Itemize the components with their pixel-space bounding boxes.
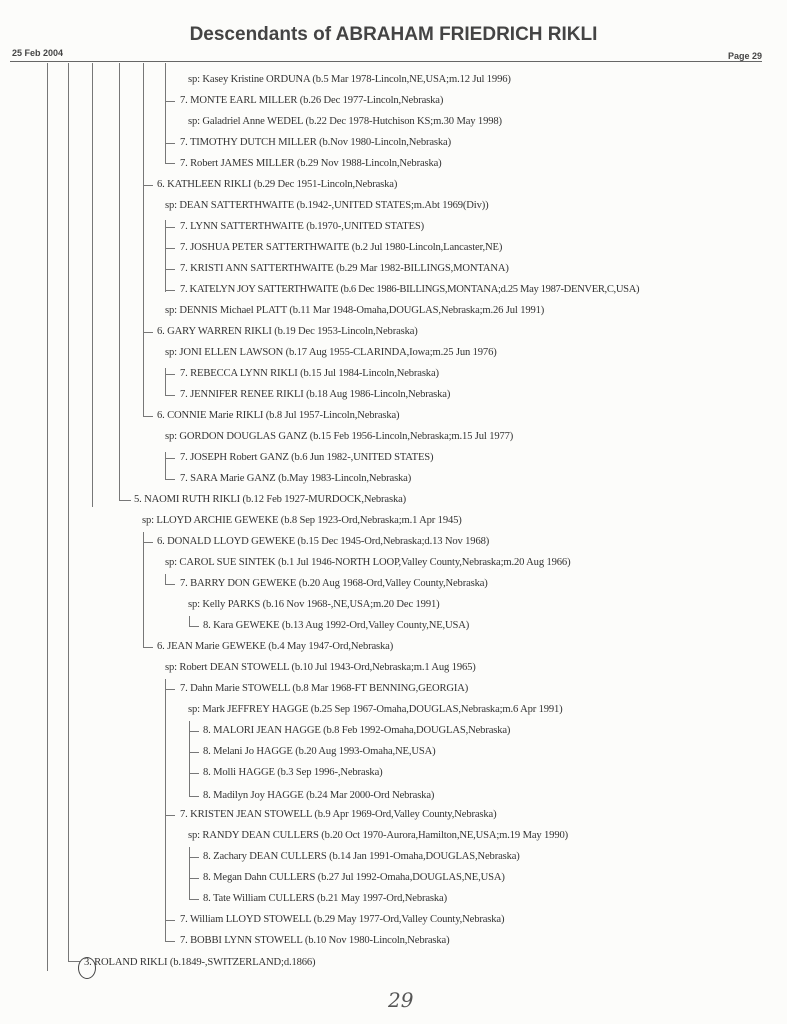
tree-connector xyxy=(143,63,144,417)
header-divider xyxy=(10,61,762,62)
tree-connector xyxy=(165,220,166,292)
list-item: 7. KATELYN JOY SATTERTHWAITE (b.6 Dec 1986-BILLINGS,MONTANA;d.25 May 1987-DENVER,C,USA) xyxy=(180,284,640,295)
list-item: 7. BARRY DON GEWEKE (b.20 Aug 1968-Ord,Valley County,Nebraska) xyxy=(180,578,488,589)
tree-connector xyxy=(189,847,190,900)
tree-connector xyxy=(165,920,175,921)
list-item: 7. TIMOTHY DUTCH MILLER (b.Nov 1980-Lincoln,Nebraska) xyxy=(180,137,451,148)
tree-connector xyxy=(165,479,175,480)
tree-connector xyxy=(165,290,175,291)
tree-connector xyxy=(189,731,199,732)
tree-connector xyxy=(165,679,166,942)
tree-connector xyxy=(189,626,199,627)
list-item: 7. SARA Marie GANZ (b.May 1983-Lincoln,Nebraska) xyxy=(180,473,412,484)
tree-connector xyxy=(92,63,93,507)
tree-connector xyxy=(165,143,175,144)
tree-connector xyxy=(165,374,175,375)
list-item: 3. ROLAND RIKLI (b.1849-,SWITZERLAND;d.1866) xyxy=(84,957,316,968)
tree-connector xyxy=(165,689,175,690)
list-item: 5. NAOMI RUTH RIKLI (b.12 Feb 1927-MURDOCK,Nebraska) xyxy=(134,494,407,505)
list-item: sp: DEAN SATTERTHWAITE (b.1942-,UNITED STATES;m.Abt 1969(Div)) xyxy=(165,200,489,211)
list-item: 8. Madilyn Joy HAGGE (b.24 Mar 2000-Ord Nebraska) xyxy=(203,790,435,801)
list-item: sp: Galadriel Anne WEDEL (b.22 Dec 1978-Hutchison KS;m.30 May 1998) xyxy=(188,116,502,127)
tree-connector xyxy=(189,899,199,900)
tree-connector xyxy=(165,227,175,228)
list-item: 7. KRISTI ANN SATTERTHWAITE (b.29 Mar 1982-BILLINGS,MONTANA) xyxy=(180,263,509,274)
list-item: sp: Kelly PARKS (b.16 Nov 1968-,NE,USA;m.20 Dec 1991) xyxy=(188,599,440,610)
tree-connector xyxy=(165,368,166,396)
list-item: 7. JOSEPH Robert GANZ (b.6 Jun 1982-,UNITED STATES) xyxy=(180,452,434,463)
list-item: sp: RANDY DEAN CULLERS (b.20 Oct 1970-Aurora,Hamilton,NE,USA;m.19 May 1990) xyxy=(188,830,568,841)
list-item: 6. CONNIE Marie RIKLI (b.8 Jul 1957-Lincoln,Nebraska) xyxy=(157,410,400,421)
tree-connector xyxy=(165,584,175,585)
list-item: 6. DONALD LLOYD GEWEKE (b.15 Dec 1945-Ord,Nebraska;d.13 Nov 1968) xyxy=(157,536,490,547)
tree-connector xyxy=(119,63,120,500)
list-item: 7. MONTE EARL MILLER (b.26 Dec 1977-Lincoln,Nebraska) xyxy=(180,95,444,106)
tree-connector xyxy=(165,452,166,480)
page-number: Page 29 xyxy=(727,51,762,61)
list-item: 7. William LLOYD STOWELL (b.29 May 1977-Ord,Valley County,Nebraska) xyxy=(180,914,505,925)
list-item: sp: JONI ELLEN LAWSON (b.17 Aug 1955-CLARINDA,Iowa;m.25 Jun 1976) xyxy=(165,347,497,358)
tree-connector xyxy=(165,269,175,270)
handwritten-circle-mark xyxy=(78,957,96,979)
list-item: sp: CAROL SUE SINTEK (b.1 Jul 1946-NORTH LOOP,Valley County,Nebraska;m.20 Aug 1966) xyxy=(165,557,571,568)
list-item: 8. Megan Dahn CULLERS (b.27 Jul 1992-Omaha,DOUGLAS,NE,USA) xyxy=(203,872,505,883)
tree-connector xyxy=(165,163,175,164)
list-item: 6. GARY WARREN RIKLI (b.19 Dec 1953-Lincoln,Nebraska) xyxy=(157,326,418,337)
tree-connector xyxy=(165,248,175,249)
list-item: sp: Robert DEAN STOWELL (b.10 Jul 1943-Ord,Nebraska;m.1 Aug 1965) xyxy=(165,662,476,673)
tree-connector xyxy=(189,752,199,753)
list-item: sp: DENNIS Michael PLATT (b.11 Mar 1948-Omaha,DOUGLAS,Nebraska;m.26 Jul 1991) xyxy=(165,305,545,316)
tree-connector xyxy=(165,63,166,163)
handwritten-page-number: 29 xyxy=(388,988,414,1012)
tree-connector xyxy=(119,500,131,501)
list-item: 7. REBECCA LYNN RIKLI (b.15 Jul 1984-Lincoln,Nebraska) xyxy=(180,368,439,379)
tree-connector xyxy=(143,647,153,648)
tree-connector xyxy=(68,63,69,961)
list-item: 7. Robert JAMES MILLER (b.29 Nov 1988-Lincoln,Nebraska) xyxy=(180,158,442,169)
tree-connector xyxy=(165,941,175,942)
list-item: sp: LLOYD ARCHIE GEWEKE (b.8 Sep 1923-Ord,Nebraska;m.1 Apr 1945) xyxy=(142,515,462,526)
report-date: 25 Feb 2004 xyxy=(12,48,64,58)
list-item: 7. KRISTEN JEAN STOWELL (b.9 Apr 1969-Ord,Valley County,Nebraska) xyxy=(180,809,497,820)
list-item: 7. JENNIFER RENEE RIKLI (b.18 Aug 1986-Lincoln,Nebraska) xyxy=(180,389,451,400)
tree-connector xyxy=(143,542,153,543)
list-item: sp: GORDON DOUGLAS GANZ (b.15 Feb 1956-Lincoln,Nebraska;m.15 Jul 1977) xyxy=(165,431,514,442)
tree-connector xyxy=(189,796,199,797)
tree-connector xyxy=(143,532,144,648)
tree-connector xyxy=(165,101,175,102)
list-item: 6. KATHLEEN RIKLI (b.29 Dec 1951-Lincoln,Nebraska) xyxy=(157,179,398,190)
list-item: 7. BOBBI LYNN STOWELL (b.10 Nov 1980-Lincoln,Nebraska) xyxy=(180,935,450,946)
list-item: 7. Dahn Marie STOWELL (b.8 Mar 1968-FT BENNING,GEORGIA) xyxy=(180,683,469,694)
tree-connector xyxy=(189,773,199,774)
list-item: 6. JEAN Marie GEWEKE (b.4 May 1947-Ord,Nebraska) xyxy=(157,641,394,652)
tree-connector xyxy=(165,815,175,816)
tree-connector xyxy=(47,63,48,971)
list-item: sp: Mark JEFFREY HAGGE (b.25 Sep 1967-Omaha,DOUGLAS,Nebraska;m.6 Apr 1991) xyxy=(188,704,563,715)
list-item: 7. LYNN SATTERTHWAITE (b.1970-,UNITED STATES) xyxy=(180,221,425,232)
list-item: 8. Zachary DEAN CULLERS (b.14 Jan 1991-Omaha,DOUGLAS,Nebraska) xyxy=(203,851,520,862)
page-title: Descendants of ABRAHAM FRIEDRICH RIKLI xyxy=(189,24,598,45)
tree-connector xyxy=(189,878,199,879)
list-item: 8. MALORI JEAN HAGGE (b.8 Feb 1992-Omaha,DOUGLAS,Nebraska) xyxy=(203,725,511,736)
list-item: 8. Molli HAGGE (b.3 Sep 1996-,Nebraska) xyxy=(203,767,383,778)
tree-connector xyxy=(165,395,175,396)
tree-connector xyxy=(143,416,153,417)
tree-connector xyxy=(143,185,153,186)
tree-connector xyxy=(189,857,199,858)
list-item: 8. Kara GEWEKE (b.13 Aug 1992-Ord,Valley County,NE,USA) xyxy=(203,620,470,631)
list-item: 7. JOSHUA PETER SATTERTHWAITE (b.2 Jul 1980-Lincoln,Lancaster,NE) xyxy=(180,242,503,253)
list-item: 8. Melani Jo HAGGE (b.20 Aug 1993-Omaha,NE,USA) xyxy=(203,746,436,757)
tree-connector xyxy=(143,332,153,333)
tree-connector xyxy=(165,458,175,459)
list-item: sp: Kasey Kristine ORDUNA (b.5 Mar 1978-Lincoln,NE,USA;m.12 Jul 1996) xyxy=(188,74,511,85)
tree-connector xyxy=(189,721,190,797)
list-item: 8. Tate William CULLERS (b.21 May 1997-Ord,Nebraska) xyxy=(203,893,447,904)
